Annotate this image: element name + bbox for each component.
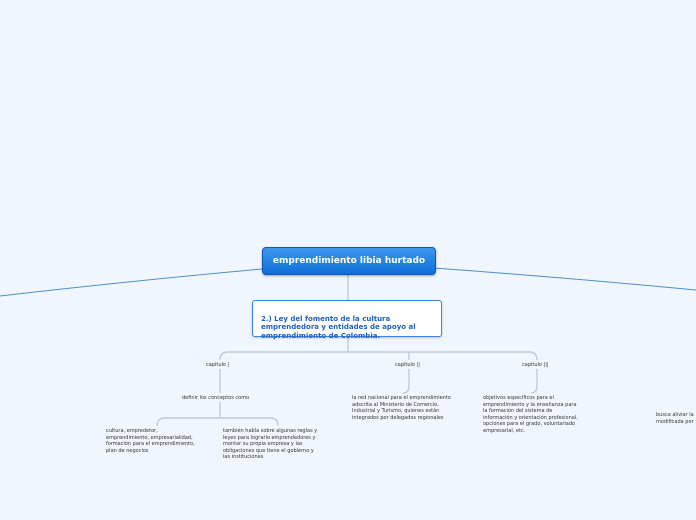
connector-root-left <box>0 269 262 296</box>
c1-child-node[interactable]: definir los conceptos como <box>182 395 250 401</box>
root-topic-label: emprendimiento libia hurtado <box>272 256 426 266</box>
root-topic[interactable] <box>262 247 436 275</box>
connector-root-right <box>434 268 696 290</box>
main-topic[interactable] <box>252 300 442 340</box>
chapter-3-node[interactable]: capitulo ||| <box>522 362 549 368</box>
main-topic-label: 2.) Ley del fomento de la cultura emprendedora y entidades de apoyo al emprendimiento de Colombia. <box>261 314 416 340</box>
right-partial-node[interactable]: busca aliviar la modificada por <box>656 412 694 425</box>
c1-leaf-concepts[interactable]: cultura, empredetor, emprendimiento, empresarialidad, formación para el emprendimiento, plan de negocios <box>106 428 195 454</box>
chapter-1-node[interactable]: capitulo | <box>206 362 230 368</box>
c3-leaf-node[interactable]: objetivos especificos para el emprendimiento y la enseñanza para la formación del sistema de información y orientación profesional, opciones para el grado, voluntariado empresarial, etc. <box>483 395 578 434</box>
connector-topic-chapters <box>220 337 537 360</box>
connector-c2-leaf <box>403 369 409 393</box>
connector-c1-leaf-branch <box>157 418 278 426</box>
chapter-2-node[interactable]: capitulo || <box>395 362 420 368</box>
c2-leaf-node[interactable]: la red nacional para el emprendimiento adscrita al Ministerio de Comercio, Industrial y Turismo, quienes están integrados por delegados regionales <box>352 395 451 421</box>
connector-c3-leaf <box>531 369 537 393</box>
c1-leaf-rules[interactable]: también habla sobre algunas reglas y leyes para lograrlo emprendedores y montar su propia empresa y las obligaciones que tiene el gobierno y las instituciones <box>223 428 318 460</box>
